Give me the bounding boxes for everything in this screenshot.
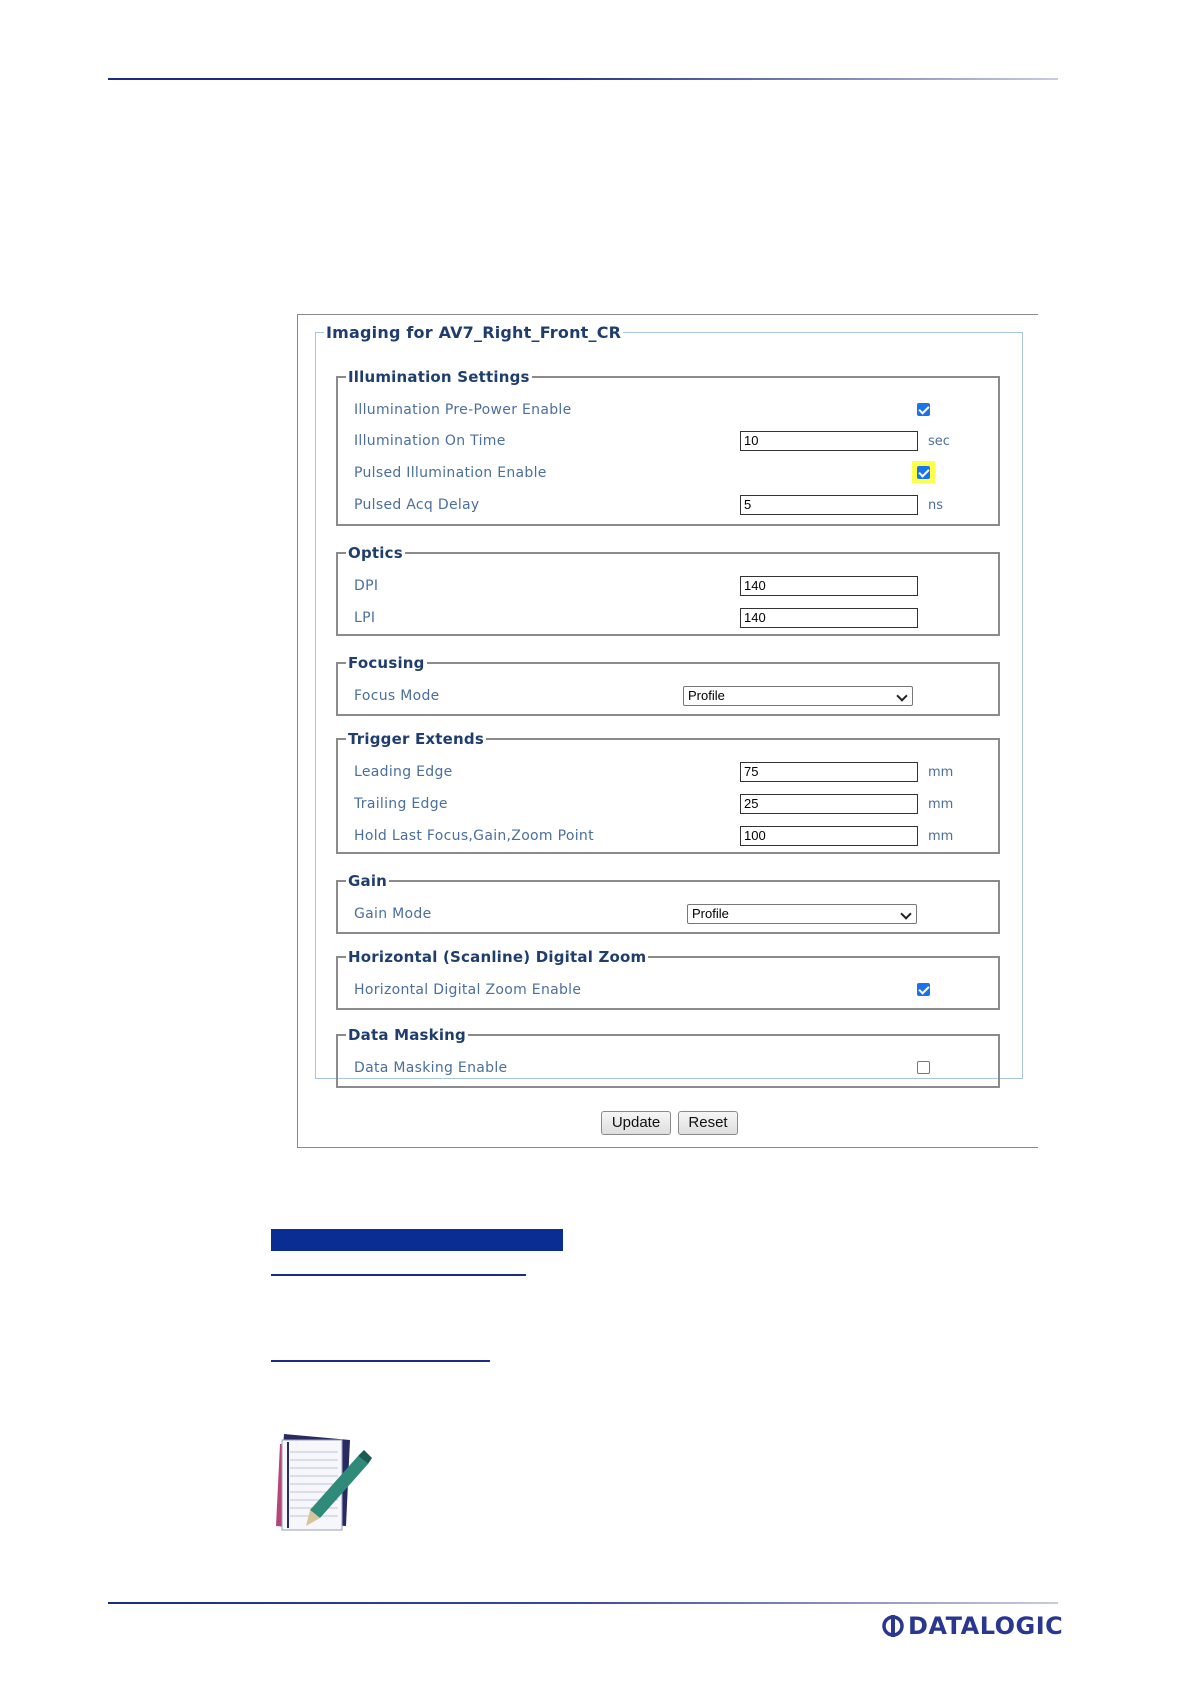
illumination-legend: Illumination Settings [348,368,530,386]
gain-mode-label: Gain Mode [354,906,432,922]
on-time-label: Illumination On Time [354,433,506,449]
masking-enable-row [354,1058,998,1080]
focus-mode-select[interactable] [683,686,913,706]
dpi-row [354,576,998,598]
dpi-label: DPI [354,578,379,594]
zoom-enable-row [354,980,998,1002]
masking-legend: Data Masking [348,1026,466,1044]
optics-legend: Optics [348,544,403,562]
trailing-edge-unit: mm [928,797,954,812]
imaging-settings-screenshot [297,314,1038,1148]
trigger-extends-group [336,730,1000,854]
chevron-down-icon [896,690,907,701]
update-button[interactable]: Update [601,1111,671,1135]
panel-title: Imaging for AV7_Right_Front_CR [326,323,622,342]
zoom-enable-label: Horizontal Digital Zoom Enable [354,982,582,998]
acq-delay-row [354,495,998,517]
datalogic-logo [882,1610,1063,1642]
masking-enable-checkbox[interactable] [917,1061,930,1074]
illumination-settings-group [336,368,1000,526]
pre-power-row [354,400,998,422]
masking-enable-label: Data Masking Enable [354,1060,508,1076]
hold-point-row [354,826,998,848]
reset-button[interactable]: Reset [678,1111,738,1135]
pulsed-label: Pulsed Illumination Enable [354,465,547,481]
trailing-edge-input[interactable]: 25 [740,794,918,814]
acq-delay-input[interactable]: 5 [740,495,918,515]
imaging-panel [315,323,1023,1079]
gain-legend: Gain [348,872,388,890]
focus-mode-label: Focus Mode [354,688,440,704]
hold-point-input[interactable]: 100 [740,826,918,846]
data-masking-group [336,1026,1000,1088]
trigger-legend: Trigger Extends [348,730,485,748]
datalogic-logo-icon [882,1615,904,1637]
footer-rule [108,1602,1058,1604]
leading-edge-label: Leading Edge [354,764,453,780]
note-icon [268,1426,378,1536]
pulsed-row [354,463,998,485]
focusing-legend: Focusing [348,654,425,672]
gain-group [336,872,1000,934]
link-underline-2 [271,1360,490,1362]
logo-text: DATALOGIC [908,1612,1064,1640]
lpi-input[interactable]: 140 [740,608,918,628]
trailing-edge-row [354,794,998,816]
optics-group [336,544,1000,636]
on-time-row [354,431,998,453]
gain-mode-value: Profile [692,906,729,921]
focus-mode-value: Profile [688,688,725,703]
header-rule [108,78,1058,80]
focusing-group [336,654,1000,716]
digital-zoom-group [336,948,1000,1010]
acq-delay-label: Pulsed Acq Delay [354,497,480,513]
pre-power-checkbox[interactable] [917,403,930,416]
pre-power-label: Illumination Pre-Power Enable [354,402,572,418]
chevron-down-icon [900,908,911,919]
leading-edge-unit: mm [928,765,954,780]
pulsed-checkbox[interactable] [917,466,930,479]
lpi-row [354,608,998,630]
hold-point-unit: mm [928,829,954,844]
focus-mode-row [354,686,998,708]
gain-mode-select[interactable] [687,904,917,924]
leading-edge-row [354,762,998,784]
redacted-heading-bar [271,1229,563,1251]
on-time-input[interactable]: 10 [740,431,918,451]
link-underline-1 [271,1274,526,1276]
trailing-edge-label: Trailing Edge [354,796,448,812]
leading-edge-input[interactable]: 75 [740,762,918,782]
dpi-input[interactable]: 140 [740,576,918,596]
acq-delay-unit: ns [928,498,944,513]
gain-mode-row [354,904,998,926]
zoom-enable-checkbox[interactable] [917,983,930,996]
zoom-legend: Horizontal (Scanline) Digital Zoom [348,948,647,966]
on-time-unit: sec [928,434,950,449]
hold-point-label: Hold Last Focus,Gain,Zoom Point [354,828,594,844]
lpi-label: LPI [354,610,376,626]
